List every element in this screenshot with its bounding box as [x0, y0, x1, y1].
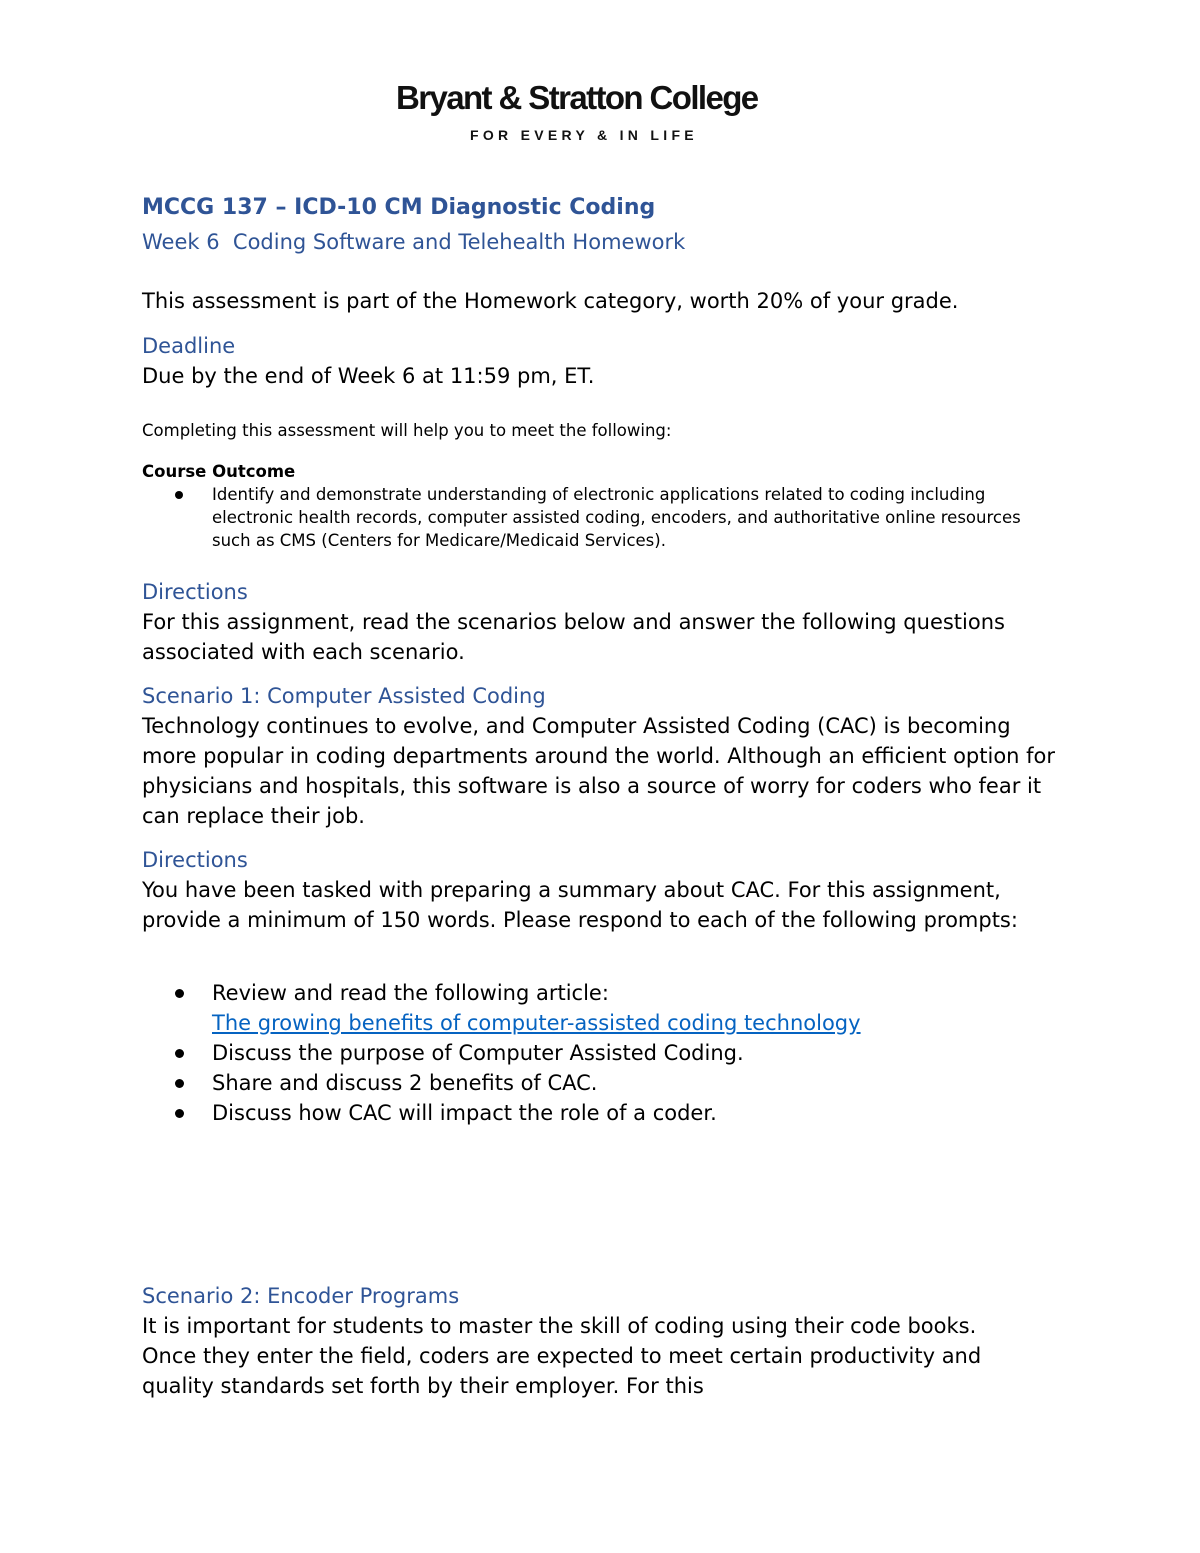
scenario2-text: It is important for students to master the skill of coding using their code books. Once they enter the field, coders are expected to meet certain productivity and quality standards set forth by their employer. For this: [142, 1314, 982, 1398]
bullet-icon: [175, 989, 184, 998]
course-outcome-heading: Course Outcome: [142, 462, 296, 481]
scenario1-directions-heading: Directions: [142, 848, 248, 872]
scenario1-heading: Scenario 1: Computer Assisted Coding: [142, 684, 546, 708]
week-title: Week 6 Coding Software and Telehealth Homework: [142, 230, 686, 254]
course-title: MCCG 137 – ICD-10 CM Diagnostic Coding: [142, 195, 656, 220]
completing-note: Completing this assessment will help you to meet the following:: [142, 421, 672, 440]
assessment-note: This assessment is part of the Homework category, worth 20% of your grade.: [142, 289, 959, 313]
prompt-text: Discuss the purpose of Computer Assisted Coding.: [212, 1041, 744, 1065]
list-item: [142, 1038, 1072, 1068]
bullet-icon: [175, 1109, 184, 1118]
directions-text: For this assignment, read the scenarios below and answer the following questions associated with each scenario.: [142, 610, 1005, 664]
article-link[interactable]: The growing benefits of computer-assisted coding technology: [212, 1011, 861, 1035]
deadline-heading: Deadline: [142, 334, 236, 358]
deadline-text: Due by the end of Week 6 at 11:59 pm, ET.: [142, 364, 595, 388]
course-outcome-item: [142, 483, 1047, 552]
prompt-text: Discuss how CAC will impact the role of a coder.: [212, 1101, 717, 1125]
scenario1-prompts: [142, 978, 1072, 1128]
bullet-icon: [175, 1079, 184, 1088]
scenario1-text: Technology continues to evolve, and Computer Assisted Coding (CAC) is becoming more popular in coding departments around the world. Although an efficient option for physicians and hospitals, this software is also a source of worry for coders who fear it can replace their job.: [142, 714, 1056, 828]
college-name: Bryant & Stratton College: [396, 79, 758, 116]
bullet-icon: [175, 491, 183, 499]
prompt-text: Review and read the following article:: [212, 981, 609, 1005]
course-outcome-list: [142, 483, 1047, 552]
college-tagline: FOR EVERY & IN LIFE: [470, 127, 698, 143]
bullet-icon: [175, 1049, 184, 1058]
list-item: [142, 1068, 1072, 1098]
course-outcome-item-text: Identify and demonstrate understanding of electronic applications related to coding including electronic health records, computer assisted coding, encoders, and authoritative online resources such as CMS (Centers for Medicare/Medicaid Services).: [212, 485, 1021, 550]
list-item: [142, 978, 1072, 1038]
list-item: [142, 1098, 1072, 1128]
scenario1-directions-text: You have been tasked with preparing a summary about CAC. For this assignment, provide a minimum of 150 words. Please respond to each of the following prompts:: [142, 878, 1018, 932]
directions-heading: Directions: [142, 580, 248, 604]
prompt-text: Share and discuss 2 benefits of CAC.: [212, 1071, 598, 1095]
scenario2-heading: Scenario 2: Encoder Programs: [142, 1284, 460, 1308]
